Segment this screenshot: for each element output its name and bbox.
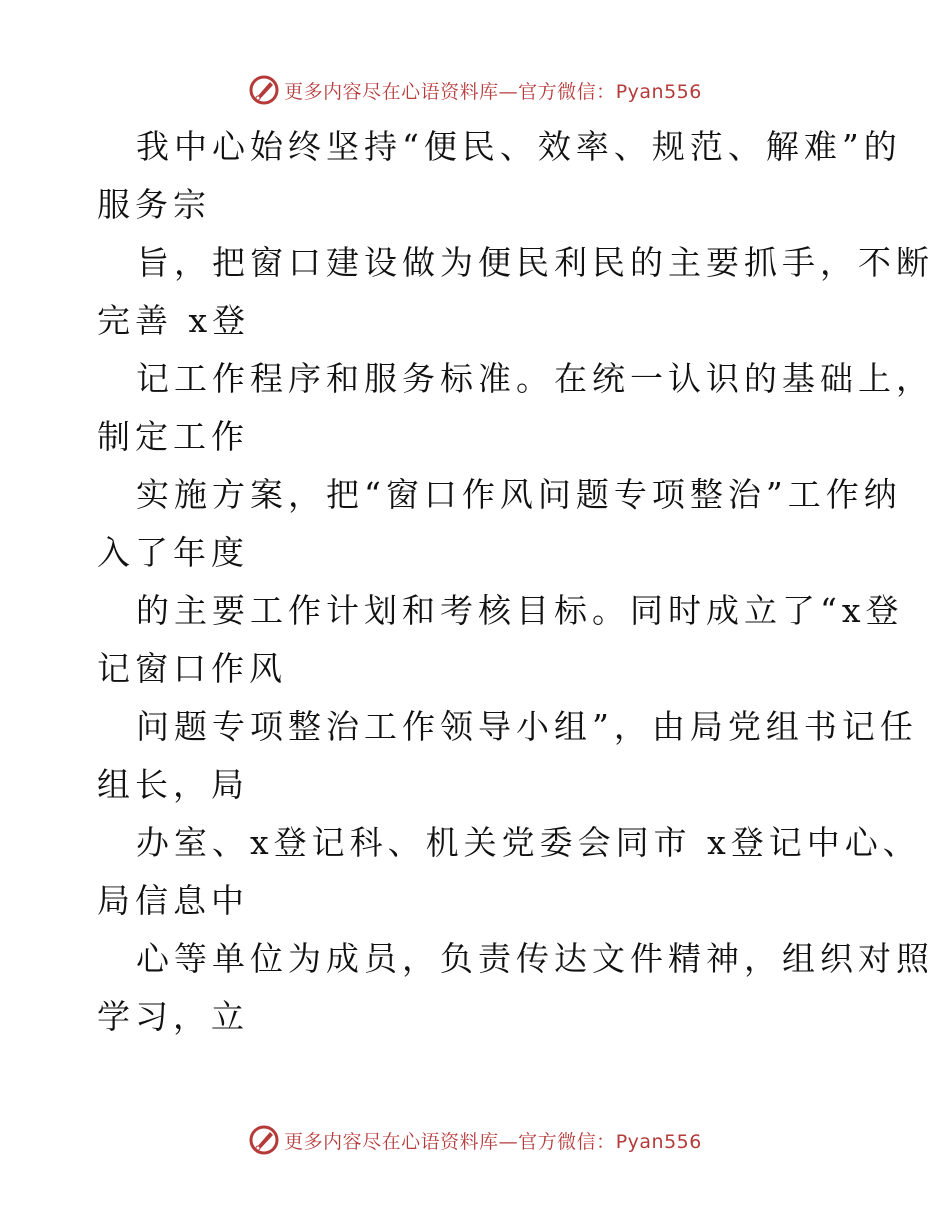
text-line: 组长，局 xyxy=(97,765,249,804)
banner-dash: — xyxy=(498,80,519,103)
text-line: 学习，立 xyxy=(97,997,249,1036)
banner-dash: — xyxy=(498,1130,519,1153)
text-line: 局信息中 xyxy=(97,881,249,920)
banner-text xyxy=(284,1127,702,1154)
footer-banner xyxy=(0,1120,950,1160)
header-banner xyxy=(0,70,950,110)
text-line: 实施方案，把“窗口作风问题专项整治”工作纳 xyxy=(136,475,902,514)
brand-text: 更多内容尽在心语资料库 xyxy=(284,1130,499,1153)
wechat-label: 官方微信： xyxy=(518,80,616,103)
text-line: 旨，把窗口建设做为便民利民的主要抓手，不断 xyxy=(136,243,934,282)
wechat-id: Pyan556 xyxy=(615,80,702,103)
pen-logo-icon xyxy=(248,74,280,106)
text-line: 我中心始终坚持“便民、效率、规范、解难”的 xyxy=(136,127,902,166)
text-line: 入了年度 xyxy=(97,533,249,572)
text-line: 的主要工作计划和考核目标。同时成立了“x登 xyxy=(136,591,904,630)
text-line: 服务宗 xyxy=(97,185,211,224)
text-line: 记窗口作风 xyxy=(97,649,287,688)
brand-text: 更多内容尽在心语资料库 xyxy=(284,80,499,103)
text-line: 问题专项整治工作领导小组”，由局党组书记任 xyxy=(136,707,918,746)
text-line: 心等单位为成员，负责传达文件精神，组织对照 xyxy=(136,939,934,978)
wechat-id: Pyan556 xyxy=(615,1130,702,1153)
text-line: 记工作程序和服务标准。在统一认识的基础上， xyxy=(136,359,934,398)
text-line: 制定工作 xyxy=(97,417,249,456)
text-line: 办室、x登记科、机关党委会同市 x登记中心、 xyxy=(136,823,921,862)
text-line: 完善 x登 xyxy=(97,301,251,340)
document-body xyxy=(97,118,934,1046)
pen-logo-icon xyxy=(248,1124,280,1156)
banner-text xyxy=(284,77,702,104)
wechat-label: 官方微信： xyxy=(518,1130,616,1153)
